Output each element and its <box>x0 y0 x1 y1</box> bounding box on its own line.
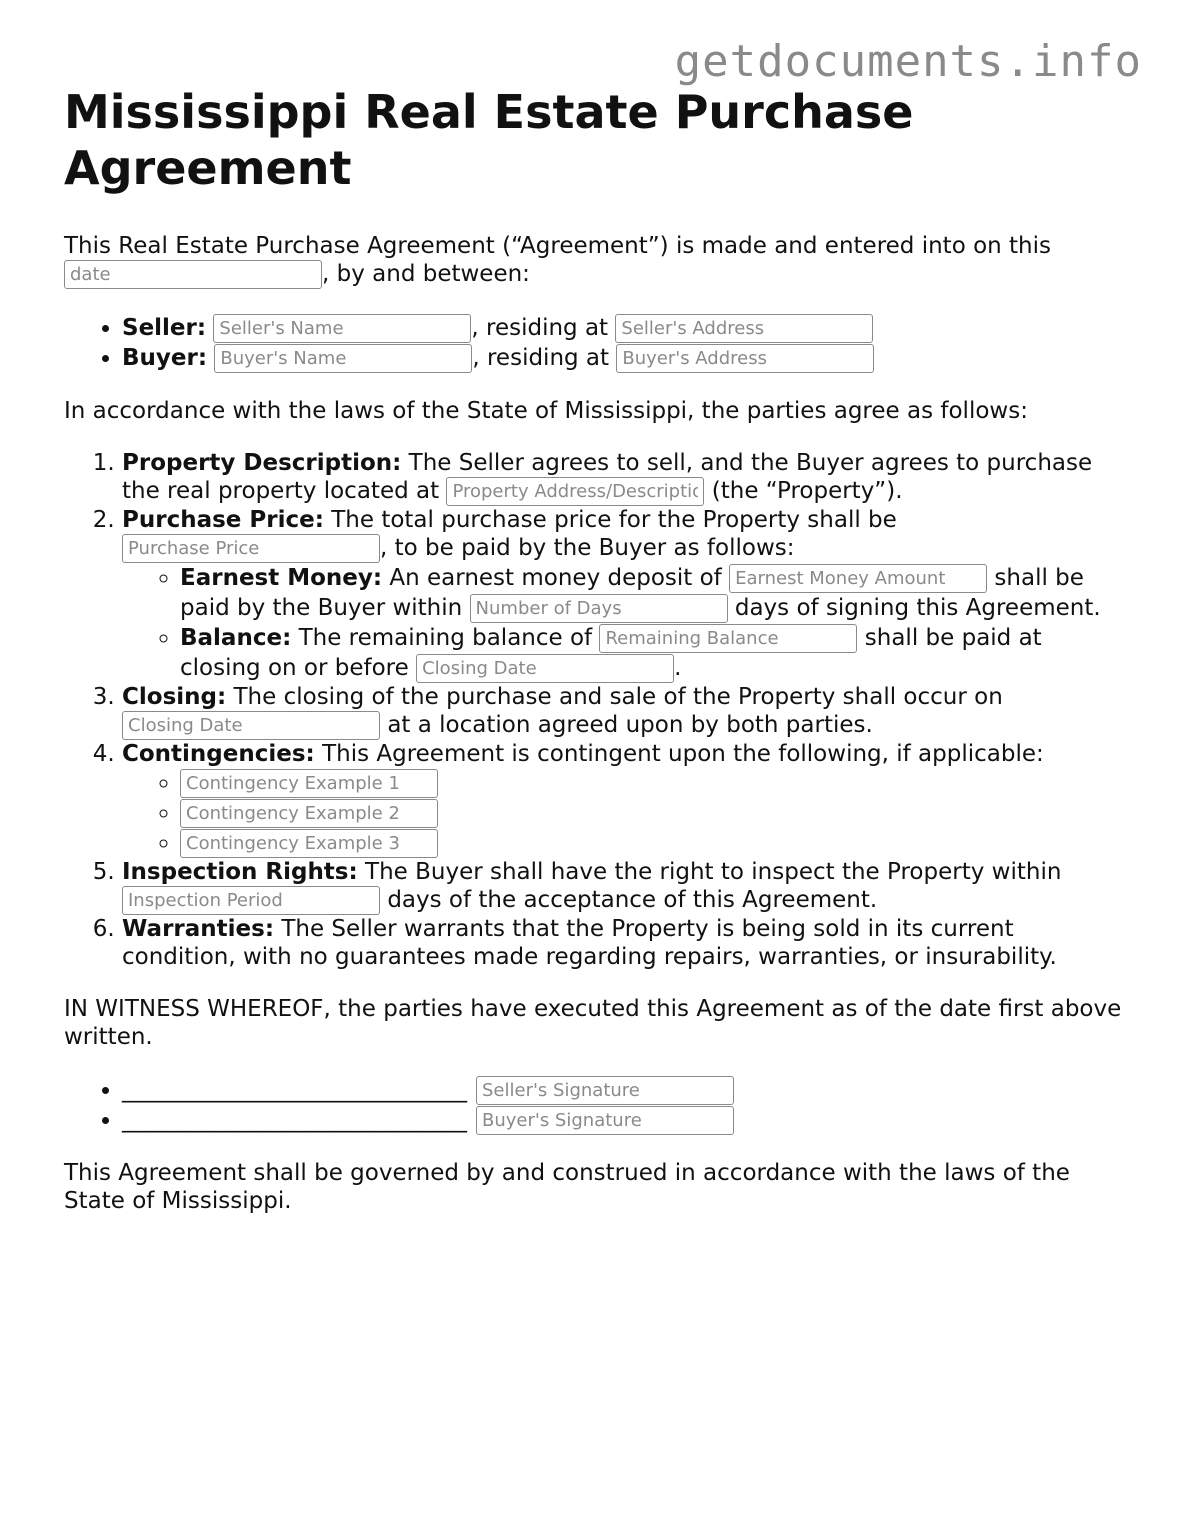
closing-label: Closing: <box>122 684 227 710</box>
terms-list <box>64 449 1124 971</box>
inspection-label: Inspection Rights: <box>122 859 358 885</box>
buyer-signature-input[interactable] <box>476 1106 734 1135</box>
signatures-list <box>64 1075 1124 1135</box>
seller-name-input[interactable] <box>213 314 471 343</box>
contingencies-label: Contingencies: <box>122 741 315 767</box>
property-address-input[interactable] <box>446 477 704 506</box>
warranties-label: Warranties: <box>122 916 275 942</box>
signature-line: ______________________________ <box>122 1077 467 1103</box>
remaining-balance-input[interactable] <box>599 624 857 653</box>
property-label: Property Description: <box>122 450 402 476</box>
inspection-after-text: days of the acceptance of this Agreement. <box>387 887 878 913</box>
intro-after-text: , by and between: <box>322 261 530 287</box>
term-warranties <box>122 915 1124 971</box>
seller-label: Seller: <box>122 315 207 341</box>
contingency-2-input[interactable] <box>180 799 438 828</box>
balance-item <box>180 623 1124 683</box>
earnest-money-item <box>180 563 1124 623</box>
buyer-signature-item <box>122 1105 1124 1135</box>
balance-mid-text: shall be paid at closing on or before <box>180 625 1042 681</box>
contingency-item <box>180 768 1124 798</box>
term-purchase-price <box>122 506 1124 683</box>
agreement-date-input[interactable] <box>64 260 322 289</box>
contingency-item <box>180 828 1124 858</box>
term-property <box>122 449 1124 506</box>
seller-address-input[interactable] <box>615 314 873 343</box>
seller-signature-item <box>122 1075 1124 1105</box>
price-label: Purchase Price: <box>122 507 324 533</box>
watermark: getdocuments.info <box>674 36 1142 87</box>
closing-text: The closing of the purchase and sale of the Property shall occur on <box>233 684 1003 710</box>
price-after-text: , to be paid by the Buyer as follows: <box>380 535 795 561</box>
inspection-text: The Buyer shall have the right to inspect the Property within <box>365 859 1062 885</box>
intro-paragraph <box>64 232 1124 289</box>
contingencies-text: This Agreement is contingent upon the following, if applicable: <box>322 741 1044 767</box>
price-sublist <box>122 563 1124 683</box>
seller-residing-text: , residing at <box>471 315 609 341</box>
witness-paragraph: IN WITNESS WHEREOF, the parties have executed this Agreement as of the date first above written. <box>64 996 1122 1050</box>
balance-text: The remaining balance of <box>298 625 593 651</box>
earnest-label: Earnest Money: <box>180 565 383 591</box>
closing-after-text: at a location agreed upon by both parties. <box>387 712 873 738</box>
term-inspection <box>122 858 1124 915</box>
property-after-text: (the “Property”). <box>711 478 903 504</box>
earnest-money-input[interactable] <box>729 564 987 593</box>
contingency-3-input[interactable] <box>180 829 438 858</box>
price-text: The total purchase price for the Property shall be <box>331 507 897 533</box>
terms-intro: In accordance with the laws of the State of Mississippi, the parties agree as follows: <box>64 398 1028 424</box>
intro-text: This Real Estate Purchase Agreement (“Agreement”) is made and entered into on this <box>64 233 1052 259</box>
signature-line: ______________________________ <box>122 1107 467 1133</box>
buyer-item <box>122 343 1124 373</box>
property-text: The Seller agrees to sell, and the Buyer agrees to purchase the real property located at <box>122 450 1093 504</box>
closing-date-input[interactable] <box>122 711 380 740</box>
balance-closing-date-input[interactable] <box>416 654 674 683</box>
buyer-residing-text: , residing at <box>472 345 610 371</box>
parties-list <box>64 313 1124 373</box>
balance-label: Balance: <box>180 625 292 651</box>
earnest-after-text: days of signing this Agreement. <box>734 595 1101 621</box>
seller-signature-input[interactable] <box>476 1076 734 1105</box>
contingency-item <box>180 798 1124 828</box>
term-closing <box>122 683 1124 740</box>
term-contingencies <box>122 740 1124 858</box>
governing-law-paragraph: This Agreement shall be governed by and construed in accordance with the laws of the State of Mississippi. <box>64 1160 1070 1214</box>
warranties-text: The Seller warrants that the Property is being sold in its current condition, with no guarantees made regarding repairs, warranties, or insurability. <box>122 916 1057 970</box>
contingencies-sublist <box>122 768 1124 858</box>
purchase-price-input[interactable] <box>122 534 380 563</box>
earnest-text: An earnest money deposit of <box>389 565 722 591</box>
earnest-days-input[interactable] <box>470 594 728 623</box>
contingency-1-input[interactable] <box>180 769 438 798</box>
document-title: Mississippi Real Estate Purchase Agreement <box>64 85 914 195</box>
earnest-mid-text: shall be paid by the Buyer within <box>180 565 1084 621</box>
buyer-label: Buyer: <box>122 345 208 371</box>
buyer-name-input[interactable] <box>214 344 472 373</box>
seller-item <box>122 313 1124 343</box>
buyer-address-input[interactable] <box>616 344 874 373</box>
document <box>64 84 1124 1215</box>
balance-after-text: . <box>674 655 682 681</box>
inspection-period-input[interactable] <box>122 886 380 915</box>
